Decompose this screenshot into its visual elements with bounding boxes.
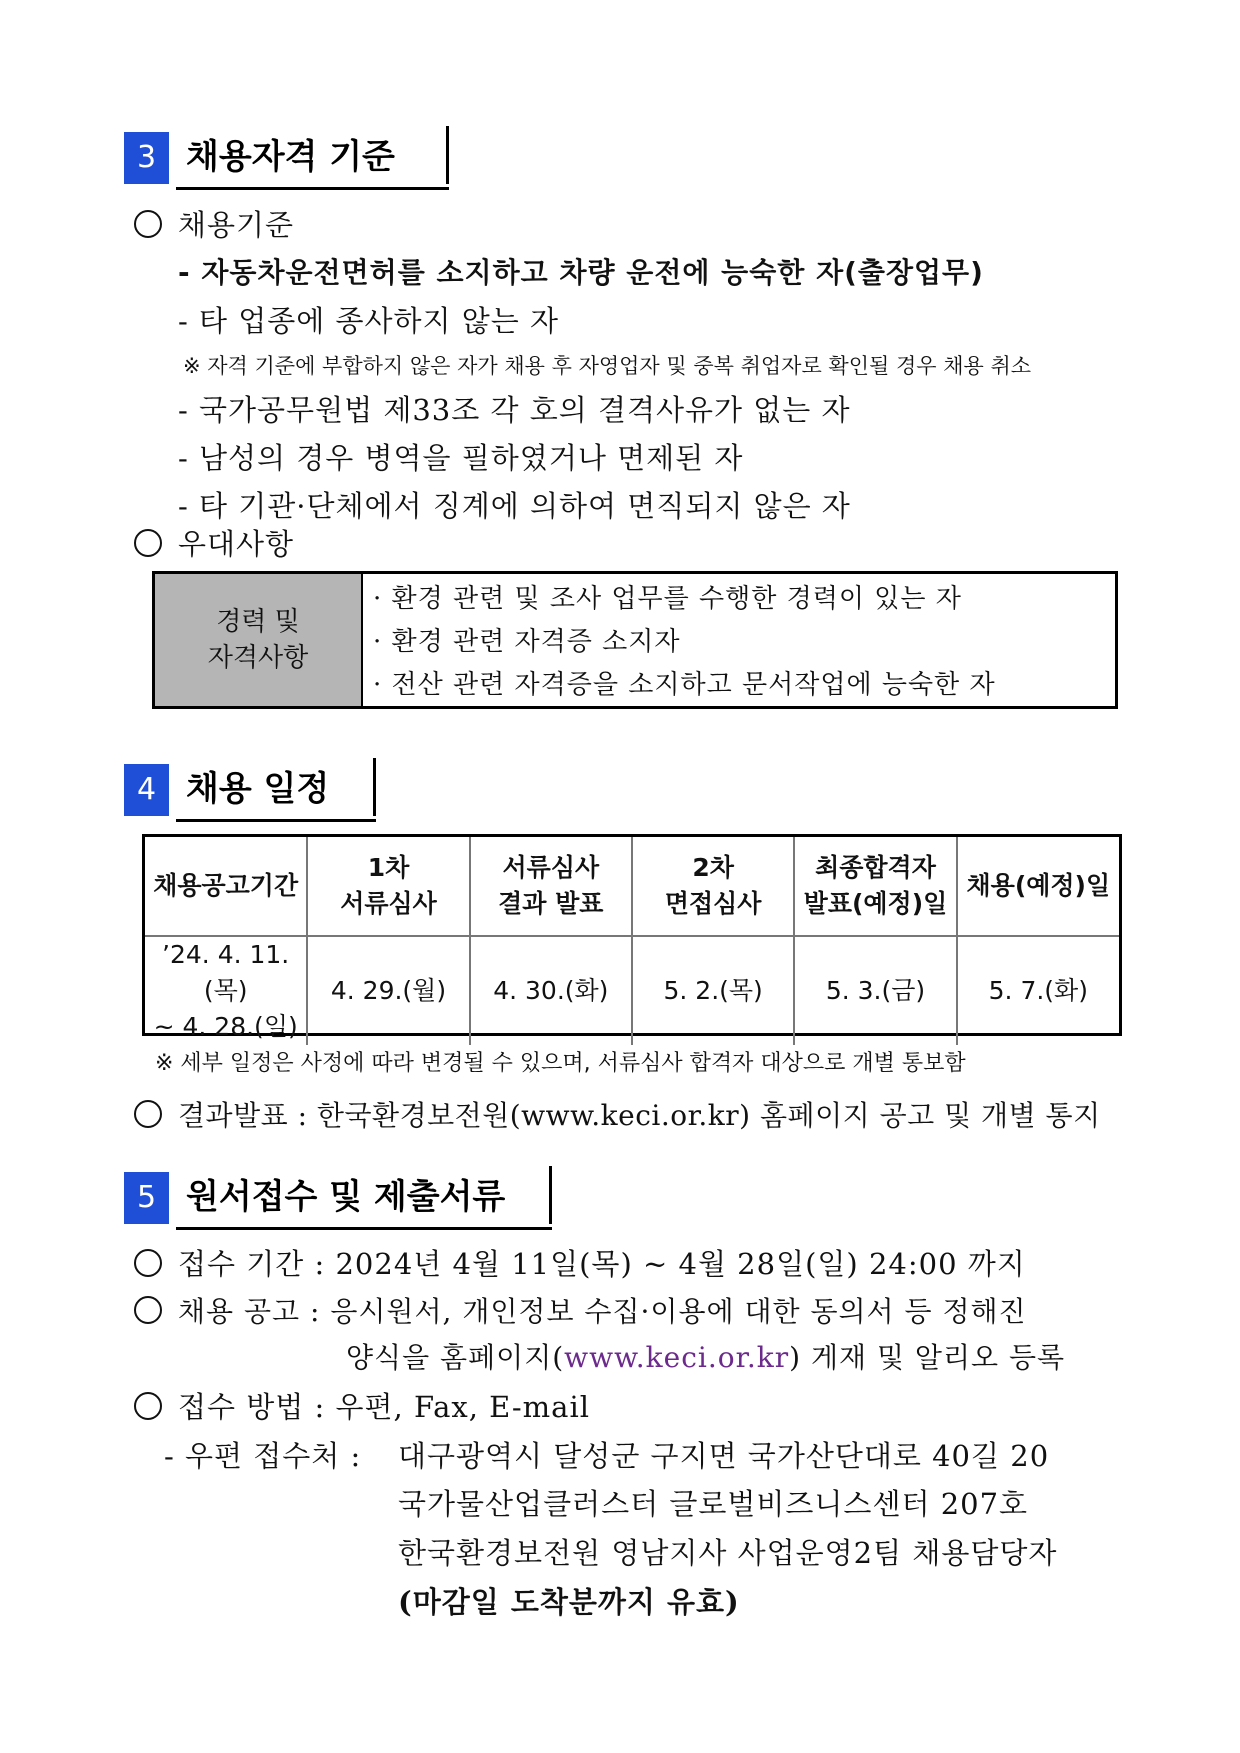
schedule-cell: 5. 7.(화) xyxy=(957,936,1119,1045)
schedule-cell: 5. 2.(목) xyxy=(632,936,794,1045)
mail-validity: (마감일 도착분까지 유효) xyxy=(398,1585,740,1619)
criteria-heading: 채용기준 xyxy=(134,207,294,243)
section-3-header xyxy=(124,132,449,184)
schedule-data-row xyxy=(145,936,1119,1045)
schedule-table xyxy=(142,834,1122,1041)
criteria-item: - 타 기관·단체에서 징계에 의하여 면직되지 않은 자 xyxy=(178,489,851,523)
preference-item: · 환경 관련 자격증 소지자 xyxy=(373,627,681,657)
section-title: 원서접수 및 제출서류 xyxy=(186,1177,506,1217)
preference-item: · 전산 관련 자격증을 소지하고 문서작업에 능숙한 자 xyxy=(373,670,996,700)
section-title: 채용자격 기준 xyxy=(186,137,395,177)
result-announcement: 결과발표 : 한국환경보전원(www.keci.or.kr) 홈페이지 공고 및 개별 통지 xyxy=(134,1098,1101,1134)
application-method: 접수 방법 : 우편, Fax, E-mail xyxy=(134,1389,590,1425)
title-rule xyxy=(549,1166,552,1224)
application-period: 접수 기간 : 2024년 4월 11일(목) ~ 4월 28일(일) 24:00 까지 xyxy=(134,1246,1026,1282)
circle-bullet-icon xyxy=(134,529,162,557)
title-rule xyxy=(446,126,449,184)
circle-bullet-icon xyxy=(134,1392,162,1420)
preference-label: 경력 및 자격사항 xyxy=(155,574,363,706)
section-number: 4 xyxy=(124,764,169,816)
homepage-link[interactable]: www.keci.or.kr xyxy=(564,1341,790,1374)
section-4-header xyxy=(124,764,376,816)
schedule-header-cell: 2차 면접심사 xyxy=(632,837,794,936)
schedule-cell: ’24. 4. 11.(목) ~ 4. 28.(일) xyxy=(145,936,307,1045)
preference-heading: 우대사항 xyxy=(134,526,294,562)
criteria-item: - 자동차운전면허를 소지하고 차량 운전에 능숙한 자(출장업무) xyxy=(178,256,984,289)
mail-label: - 우편 접수처 : xyxy=(164,1439,362,1473)
mail-address-line: 대구광역시 달성군 구지면 국가산단대로 40길 20 xyxy=(398,1439,1050,1473)
criteria-note: ※ 자격 기준에 부합하지 않은 자가 채용 후 자영업자 및 중복 취업자로 확인될 경우 채용 취소 xyxy=(183,354,1032,378)
recruitment-notice: 채용 공고 : 응시원서, 개인정보 수집·이용에 대한 동의서 등 정해진 xyxy=(134,1294,1027,1330)
schedule-header-row xyxy=(145,837,1119,936)
criteria-item: - 타 업종에 종사하지 않는 자 xyxy=(178,304,560,338)
circle-bullet-icon xyxy=(134,1100,162,1128)
criteria-item: - 남성의 경우 병역을 필하였거나 면제된 자 xyxy=(178,441,744,475)
circle-bullet-icon xyxy=(134,1249,162,1277)
circle-bullet-icon xyxy=(134,210,162,238)
schedule-header-cell: 서류심사 결과 발표 xyxy=(470,837,632,936)
schedule-cell: 4. 30.(화) xyxy=(470,936,632,1045)
circle-bullet-icon xyxy=(134,1296,162,1324)
section-5-header xyxy=(124,1172,552,1224)
title-underline xyxy=(176,1227,552,1230)
mail-address-line: 국가물산업클러스터 글로벌비즈니스센터 207호 xyxy=(398,1487,1029,1521)
schedule-header-cell: 채용공고기간 xyxy=(145,837,307,936)
section-title: 채용 일정 xyxy=(186,769,330,809)
title-underline xyxy=(176,819,376,822)
title-underline xyxy=(176,187,449,190)
preference-item: · 환경 관련 및 조사 업무를 수행한 경력이 있는 자 xyxy=(373,584,962,614)
mail-address-line: 한국환경보전원 영남지사 사업운영2팀 채용담당자 xyxy=(398,1536,1058,1570)
schedule-cell: 4. 29.(월) xyxy=(307,936,469,1045)
title-rule xyxy=(373,758,376,816)
section-number: 3 xyxy=(124,132,169,184)
recruitment-notice-cont: 양식을 홈페이지(www.keci.or.kr) 게재 및 알리오 등록 xyxy=(346,1341,1066,1374)
schedule-header-cell: 최종합격자 발표(예정)일 xyxy=(794,837,956,936)
preference-table xyxy=(152,571,1118,709)
schedule-header-cell: 1차 서류심사 xyxy=(307,837,469,936)
criteria-item: - 국가공무원법 제33조 각 호의 결격사유가 없는 자 xyxy=(178,393,851,427)
section-number: 5 xyxy=(124,1172,169,1224)
schedule-cell: 5. 3.(금) xyxy=(794,936,956,1045)
schedule-note: ※ 세부 일정은 사정에 따라 변경될 수 있으며, 서류심사 합격자 대상으로 개별 통보함 xyxy=(155,1051,966,1076)
schedule-header-cell: 채용(예정)일 xyxy=(957,837,1119,936)
